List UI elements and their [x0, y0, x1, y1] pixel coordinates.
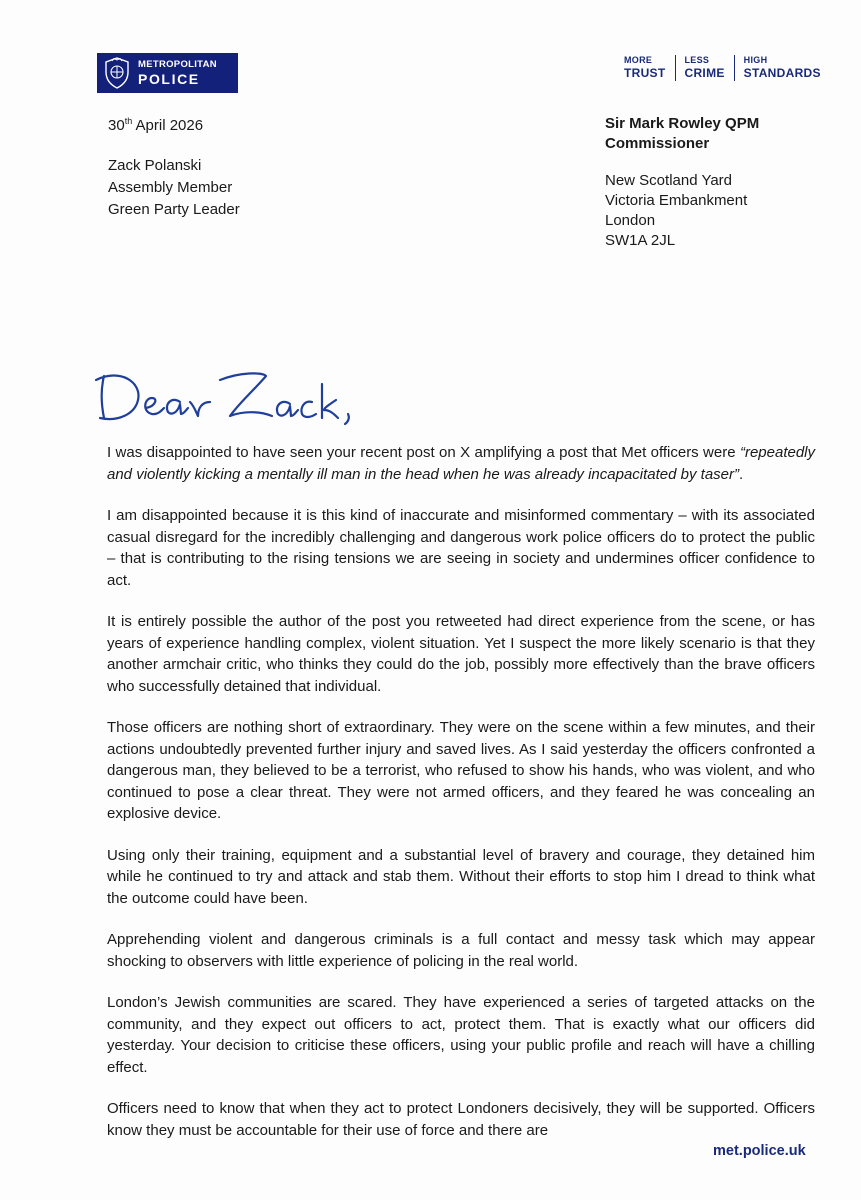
recipient-block — [108, 155, 240, 221]
footer-url: met.police.uk — [713, 1143, 806, 1159]
address-line-3: London — [605, 212, 656, 229]
recipient-role-2: Green Party Leader — [108, 201, 240, 218]
slogan-divider — [675, 55, 676, 81]
slogan-bottom: TRUST — [624, 65, 666, 80]
paragraph-5: Using only their training, equipment and a substantial level of bravery and courage, they detained him while he continued to try and attack and stab them. Without their efforts to stop him I dread to think what the outcome could have been. — [107, 846, 815, 907]
met-police-logo — [97, 53, 238, 93]
paragraph-1-intro: I was disappointed to have seen your recent post on X amplifying a post that Met officers were — [107, 444, 740, 461]
sender-name: Sir Mark Rowley QPM — [605, 115, 760, 132]
paragraph-7: London’s Jewish communities are scared. They have experienced a series of targeted attacks on the community, and they expect out officers to act, protect them. That is exactly what our officers did yesterday. Your decision to criticise these officers, using your public profile and reach will have a chilling effect. — [107, 994, 815, 1076]
sender-block — [605, 114, 759, 251]
crest-icon — [102, 56, 132, 90]
recipient-role-1: Assembly Member — [108, 179, 233, 196]
paragraph-8: Officers need to know that when they act to protect Londoners decisively, they will be supported. Officers know they must be accountable for their use of force and there are — [107, 1100, 815, 1139]
slogan-bottom: CRIME — [684, 65, 725, 80]
paragraph-3: It is entirely possible the author of the post you retweeted had direct experience from the scene, or has years of experience handling complex, violent situation. Yet I suspect the more likely scenario is that they another armchair critic, who thinks they could do the job, possibly more effectively than the brave officers who successfully detained that individual. — [107, 613, 815, 695]
slogan-top: LESS — [684, 55, 710, 65]
handwritten-salutation — [90, 362, 360, 437]
paragraph-1-end: . — [739, 465, 744, 483]
date-suffix: th — [124, 116, 133, 126]
paragraph-1-quote: “repeatedly and violently kicking a mentally ill man in the head when he was already incapacitated by taser” — [107, 444, 815, 483]
sender-address — [605, 171, 759, 251]
slogan-bottom: STANDARDS — [743, 65, 821, 80]
logo-line-1: METROPOLITAN — [138, 58, 217, 70]
slogan-item-standards — [744, 55, 821, 81]
date-rest: April 2026 — [132, 117, 204, 134]
slogan-item-trust — [624, 55, 666, 81]
slogan-top: HIGH — [743, 55, 768, 65]
slogan — [624, 55, 821, 81]
paragraph-2: I am disappointed because it is this kind of inaccurate and misinformed commentary – with its associated casual disregard for the incredibly challenging and dangerous work police officers do to protect the public – that is contributing to the rising tensions we are seeing in society and undermines officer confidence to act. — [107, 507, 815, 589]
date-day: 30 — [108, 117, 125, 134]
paragraph-1 — [107, 442, 815, 485]
letter-body — [107, 442, 815, 1161]
recipient-name: Zack Polanski — [108, 157, 202, 174]
slogan-divider — [734, 55, 735, 81]
paragraph-4: Those officers are nothing short of extraordinary. They were on the scene within a few minutes, and their actions undoubtedly prevented further injury and saved lives. As I said yesterday the officers confronted a dangerous man, they believed to be a terrorist, who refused to show his hands, who was violent, and who continued to pose a clear threat. They were not armed officers, and they feared he was concealing an explosive device. — [107, 719, 815, 822]
slogan-item-crime — [685, 55, 725, 81]
address-line-2: Victoria Embankment — [605, 192, 748, 209]
letter-date — [108, 117, 203, 134]
logo-line-2: POLICE — [138, 71, 200, 88]
slogan-top: MORE — [624, 55, 653, 65]
sender-title: Commissioner — [605, 135, 710, 152]
address-line-4: SW1A 2JL — [605, 232, 676, 249]
address-line-1: New Scotland Yard — [605, 172, 733, 189]
paragraph-6: Apprehending violent and dangerous criminals is a full contact and messy task which may appear shocking to observers with little experience of policing in the real world. — [107, 931, 815, 970]
